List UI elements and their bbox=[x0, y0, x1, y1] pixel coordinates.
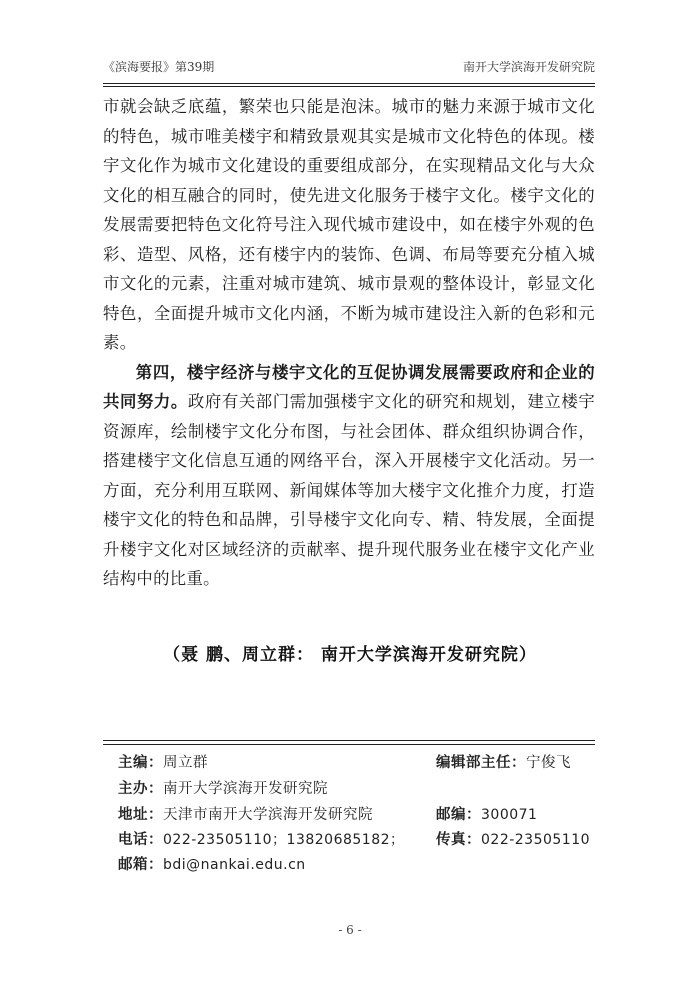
address-label: 地址： bbox=[118, 806, 163, 823]
email-label: 邮箱： bbox=[118, 856, 163, 873]
dept-head-row bbox=[436, 751, 571, 772]
paragraph-2-text: 政府有关部门需加强楼宇文化的研究和规划，建立楼宇资源库，绘制楼宇文化分布图，与社会团体、群众组织协调合作，搭建楼宇文化信息互通的网络平台，深入开展楼宇文化活动。另一方面，充分利用互联网、新闻媒体等加大楼宇文化推介力度，打造楼宇文化的特色和品牌，引导楼宇文化向专、精、特发展，全面提升楼宇文化对区域经济的贡献率、提升现代服务业在楼宇文化产业结构中的比重。 bbox=[103, 392, 596, 588]
footer-rule bbox=[103, 740, 595, 741]
email-value: bdi@nankai.edu.cn bbox=[163, 857, 306, 873]
email-row bbox=[118, 853, 306, 874]
editor-name: 周立群 bbox=[163, 755, 208, 771]
page-number: - 6 - bbox=[338, 923, 362, 937]
postcode-row bbox=[436, 803, 537, 824]
host-name: 南开大学滨海开发研究院 bbox=[163, 781, 328, 797]
paragraph-2 bbox=[103, 358, 595, 594]
header-rule bbox=[103, 83, 595, 84]
phone-row bbox=[118, 828, 405, 849]
postcode-value: 300071 bbox=[481, 807, 538, 823]
footer-rule-thin bbox=[103, 744, 595, 745]
dept-head-label: 编辑部主任： bbox=[436, 754, 526, 771]
fax-value: 022-23505110 bbox=[481, 832, 591, 848]
editor-row bbox=[118, 751, 208, 772]
fax-row bbox=[436, 828, 590, 849]
phone-value: 022-23505110；13820685182； bbox=[163, 832, 405, 848]
article-body bbox=[103, 92, 595, 594]
editor-label: 主编： bbox=[118, 754, 163, 771]
postcode-label: 邮编： bbox=[436, 806, 481, 823]
phone-label: 电话： bbox=[118, 831, 163, 848]
fax-label: 传真： bbox=[436, 831, 481, 848]
header-publication: 《滨海要报》第39期 bbox=[103, 60, 215, 74]
dept-head-name: 宁俊飞 bbox=[526, 755, 571, 771]
host-row bbox=[118, 777, 328, 798]
paragraph-2-heading: 第四，楼宇经济与楼宇文化的互促协调发展需要政府和企业的共同努力。 bbox=[103, 362, 595, 411]
header-institute: 南开大学滨海开发研究院 bbox=[462, 60, 595, 74]
address-value: 天津市南开大学滨海开发研究院 bbox=[163, 807, 373, 823]
author-attribution: （聂 鹏、周立群： 南开大学滨海开发研究院） bbox=[163, 645, 537, 665]
address-row bbox=[118, 803, 373, 824]
paragraph-1: 市就会缺乏底蕴，繁荣也只能是泡沫。城市的魅力来源于城市文化的特色，城市唯美楼宇和精致景观其实是城市文化特色的体现。楼宇文化作为城市文化建设的重要组成部分，在实现精品文化与大众文化的相互融合的同时，使先进文化服务于楼宇文化。楼宇文化的发展需要把特色文化符号注入现代城市建设中，如在楼宇外观的色彩、造型、风格，还有楼宇内的装饰、色调、布局等要充分植入城市文化的元素，注重对城市建筑、城市景观的整体设计，彰显文化特色，全面提升城市文化内涵，不断为城市建设注入新的色彩和元素。 bbox=[103, 97, 595, 352]
host-label: 主办： bbox=[118, 780, 163, 797]
header-rule-thin bbox=[103, 86, 595, 87]
running-header bbox=[103, 58, 595, 80]
